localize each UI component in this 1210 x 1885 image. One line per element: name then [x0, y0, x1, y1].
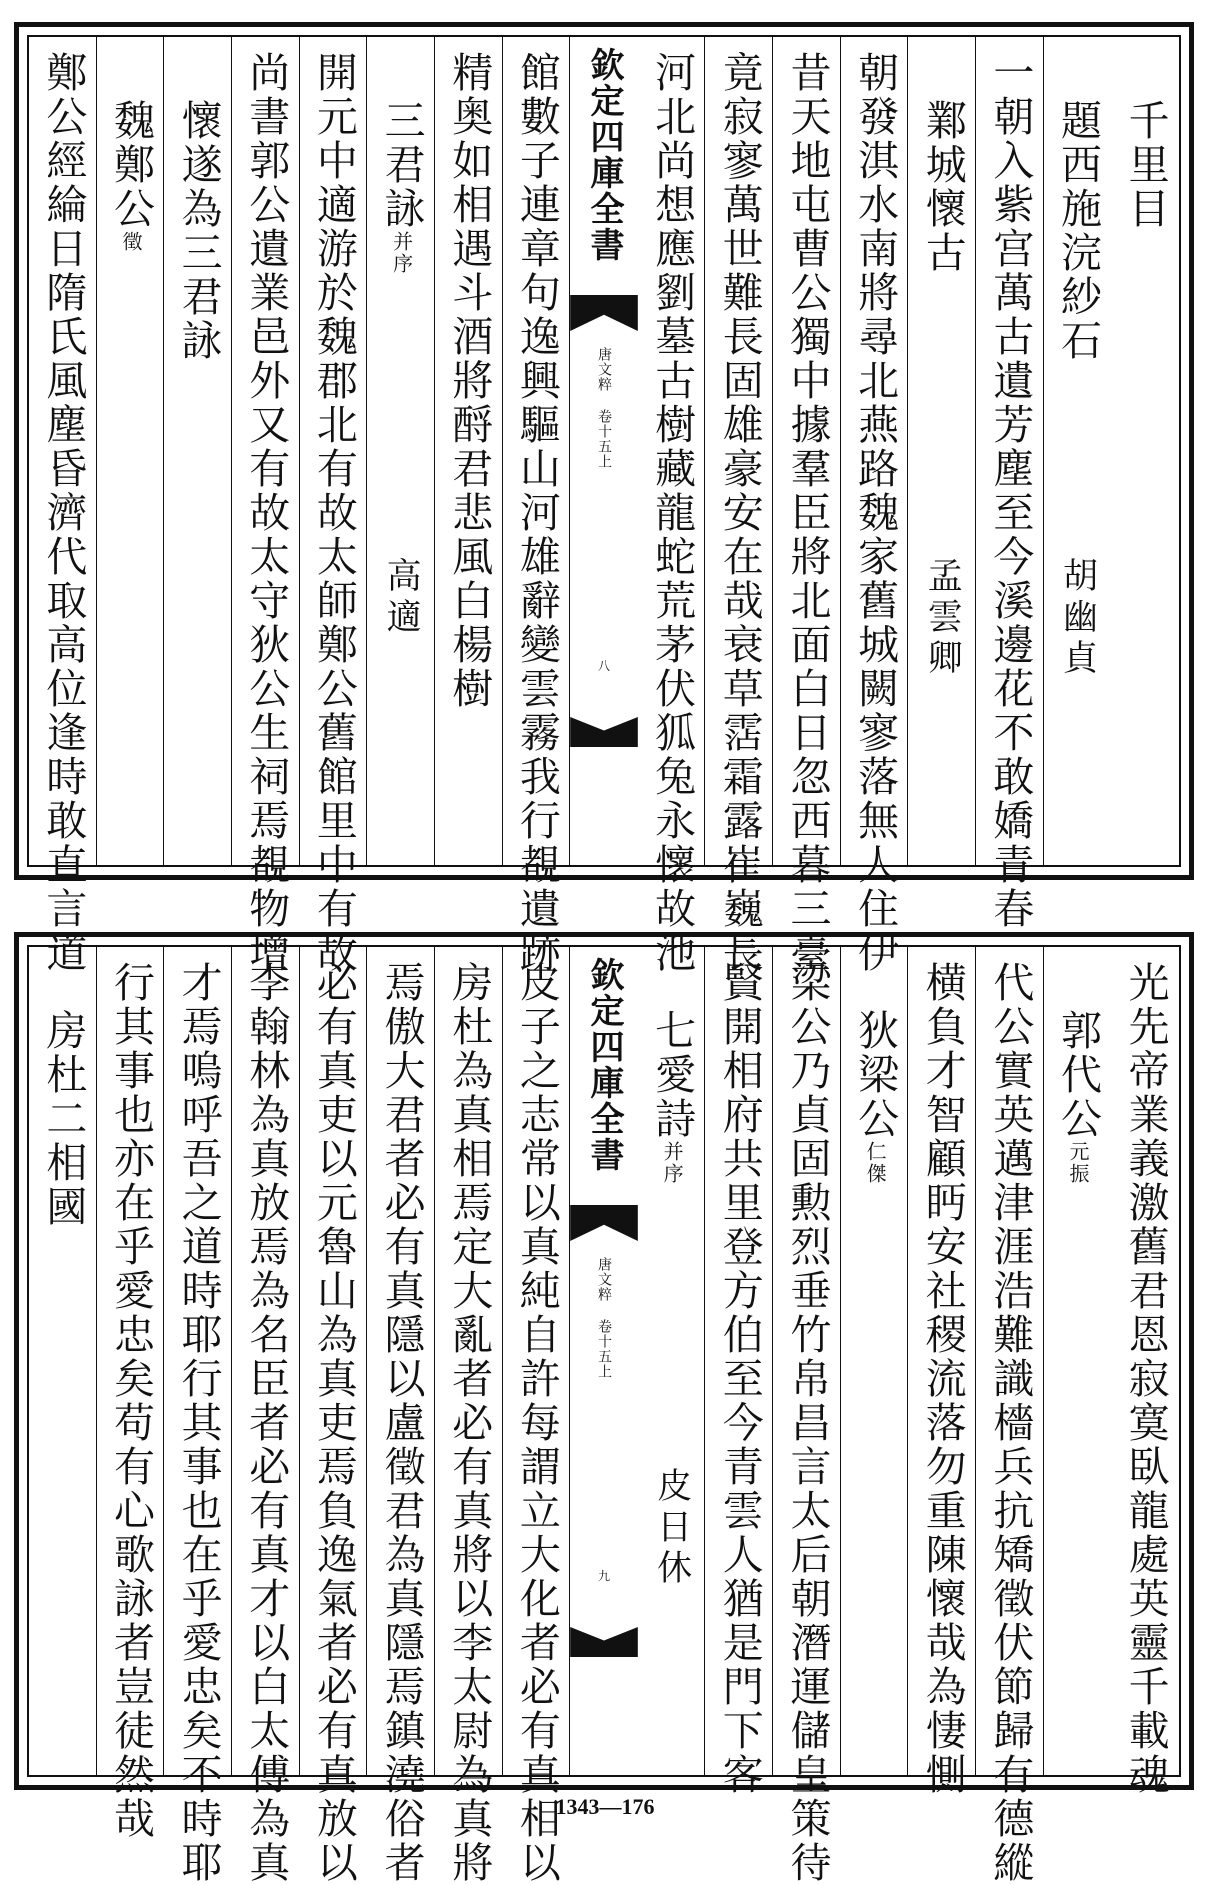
fishtail-mark-lower — [570, 1627, 638, 1657]
poem-title — [1054, 1009, 1103, 1185]
column-text-content: 懷遂為三君詠 — [174, 99, 223, 363]
column-text — [39, 51, 88, 975]
column-text — [1121, 961, 1170, 1797]
text-column — [1111, 947, 1179, 1797]
poem-title — [106, 99, 155, 253]
book-title-banner: 欽定四庫全書 — [584, 47, 624, 263]
poem-author: 高適 — [381, 557, 422, 639]
text-column — [366, 37, 435, 865]
text-column — [1043, 37, 1112, 865]
title-note: 徵 — [118, 231, 143, 253]
column-text-content: 皮子之志常以真純自許每謂立大化者必有真相以 — [512, 961, 561, 1885]
title-note: 并序 — [389, 231, 414, 275]
fishtail-mark-upper — [570, 295, 638, 331]
column-text — [242, 51, 291, 975]
text-column — [772, 37, 841, 975]
text-column — [502, 37, 571, 975]
text-column — [975, 37, 1044, 931]
text-column — [907, 947, 976, 1797]
text-column — [231, 947, 300, 1885]
text-column — [1043, 947, 1112, 1775]
text-column — [1111, 37, 1179, 865]
column-text-content: 千里目 — [1121, 99, 1170, 231]
column-text-content: 尚書郭公遺業邑外又有故太守狄公生祠焉覩物增 — [242, 51, 291, 975]
text-column — [163, 37, 232, 865]
text-column — [299, 37, 368, 975]
column-text — [445, 51, 494, 711]
column-text — [986, 51, 1035, 931]
column-text-content: 房杜二相國 — [39, 1009, 88, 1229]
column-text — [1121, 99, 1170, 231]
poem-title-text: 題西施浣紗石 — [1054, 99, 1103, 363]
column-text-content: 必有真吏以元魯山為真吏焉負逸氣者必有真放以 — [309, 961, 358, 1885]
column-text — [242, 961, 291, 1885]
poem-title-text: 郭代公 — [1054, 1009, 1103, 1141]
text-column — [975, 947, 1044, 1885]
column-text — [377, 961, 426, 1885]
center-fold-column — [569, 37, 638, 865]
top-page-frame — [14, 22, 1194, 975]
column-text-content: 昔天地屯曹公獨中據羣臣將北面白日忽西暮三臺 — [783, 51, 832, 975]
text-column — [704, 947, 773, 1797]
column-text-content: 行其事也亦在乎愛忠矣苟有心歌詠者豈徒然哉 — [106, 961, 155, 1841]
column-text — [445, 961, 494, 1885]
column-text-content: 鄭公經綸日隋氏風塵昏濟代取高位逢時敢直言道 — [39, 51, 88, 975]
column-text-content: 一朝入紫宫萬古遺芳塵至今溪邊花不敢嬌青春 — [986, 51, 1035, 931]
poem-author: 孟雲卿 — [922, 557, 963, 680]
poem-title — [377, 99, 426, 275]
poem-title-text: 三君詠 — [377, 99, 426, 231]
column-text-content: 竟寂寥萬世難長固雄豪安在哉衰草霑霜露崔巍長 — [715, 51, 764, 975]
column-text — [39, 1009, 88, 1229]
text-column — [637, 947, 706, 1775]
poem-title-text: 狄梁公 — [851, 1009, 900, 1141]
text-column — [29, 37, 97, 975]
text-column — [907, 37, 976, 865]
column-text — [715, 961, 764, 1797]
text-column — [96, 947, 165, 1841]
text-column — [434, 37, 503, 865]
column-text — [512, 51, 561, 975]
text-column — [637, 37, 706, 975]
poem-author: 皮日休 — [651, 1467, 692, 1590]
fishtail-mark-lower — [570, 717, 638, 747]
title-note: 元振 — [1066, 1141, 1091, 1185]
text-column — [704, 37, 773, 975]
column-text — [174, 99, 223, 363]
column-text — [309, 961, 358, 1885]
center-fold-column — [569, 947, 638, 1775]
text-column — [772, 947, 841, 1885]
volume-reference: 唐文粹 卷十五上 — [596, 1257, 612, 1379]
text-column — [29, 947, 97, 1775]
text-column — [366, 947, 435, 1885]
leaf-number: 八 — [597, 659, 611, 673]
poem-title — [918, 99, 967, 275]
column-text — [715, 51, 764, 975]
column-text — [783, 961, 832, 1885]
column-text — [309, 51, 358, 975]
poem-title — [1054, 99, 1103, 363]
text-column — [434, 947, 503, 1885]
column-text-content: 光先帝業義激舊君恩寂寞臥龍處英靈千載魂 — [1121, 961, 1170, 1797]
poem-title — [648, 1009, 697, 1185]
column-text-content: 焉傲大君者必有真隱以盧徵君為真隱焉鎮澆俗者 — [377, 961, 426, 1885]
column-text-content: 才焉嗚呼吾之道時耶行其事也在乎愛忠矣不時耶 — [174, 961, 223, 1885]
column-text-content: 房杜為真相焉定大亂者必有真將以李太尉為真將 — [445, 961, 494, 1885]
column-text-content: 横負才智顧眄安社稷流落勿重陳懷哉為悽惻 — [918, 961, 967, 1797]
poem-author: 胡幽貞 — [1057, 557, 1098, 680]
column-text — [512, 961, 561, 1885]
fishtail-mark-upper — [570, 1205, 638, 1241]
column-text-content: 梁公乃貞固勲烈垂竹帛昌言太后朝潛運儲皇策待 — [783, 961, 832, 1885]
volume-reference: 唐文粹 卷十五上 — [596, 347, 612, 469]
title-note: 仁傑 — [863, 1141, 888, 1185]
text-column — [96, 37, 165, 865]
poem-title-text: 七愛詩 — [648, 1009, 697, 1141]
top-columns — [27, 35, 1181, 975]
column-text-content: 朝發淇水南將尋北燕路魏家舊城闕寥落無人住伊 — [851, 51, 900, 975]
column-text — [648, 51, 697, 975]
column-text-content: 賢開相府共里登方伯至今青雲人猶是門下客 — [715, 961, 764, 1797]
column-text-content: 河北尚想應劉墓古樹藏龍蛇荒茅伏狐兔永懷故池 — [648, 51, 697, 975]
text-column — [840, 37, 909, 975]
column-text-content: 李翰林為真放焉為名臣者必有真才以白太傅為真 — [242, 961, 291, 1885]
column-text — [106, 961, 155, 1841]
text-column — [840, 947, 909, 1775]
poem-title-text: 鄴城懷古 — [918, 99, 967, 275]
column-text-content: 館數子連章句逸興驅山河雄辭變雲霧我行覩遺跡 — [512, 51, 561, 975]
column-text — [174, 961, 223, 1885]
text-column — [502, 947, 571, 1885]
text-column — [231, 37, 300, 975]
page-number: 1343—176 — [555, 1794, 655, 1819]
leaf-number: 九 — [597, 1569, 611, 1583]
column-text — [851, 51, 900, 975]
poem-title-text: 魏鄭公 — [106, 99, 155, 231]
column-text — [986, 961, 1035, 1885]
column-text-content: 代公實英邁津涯浩難識檣兵抗矯徵伏節歸有德縱 — [986, 961, 1035, 1885]
text-column — [163, 947, 232, 1885]
title-note: 并序 — [660, 1141, 685, 1185]
column-text — [918, 961, 967, 1797]
poem-title — [851, 1009, 900, 1185]
text-column — [299, 947, 368, 1885]
column-text-content: 開元中適游於魏郡北有故太師鄭公舊館里中有故 — [309, 51, 358, 975]
book-title-banner: 欽定四庫全書 — [584, 957, 624, 1173]
column-text-content: 精奥如相遇斗酒將酹君悲風白楊樹 — [445, 51, 494, 711]
column-text — [783, 51, 832, 975]
